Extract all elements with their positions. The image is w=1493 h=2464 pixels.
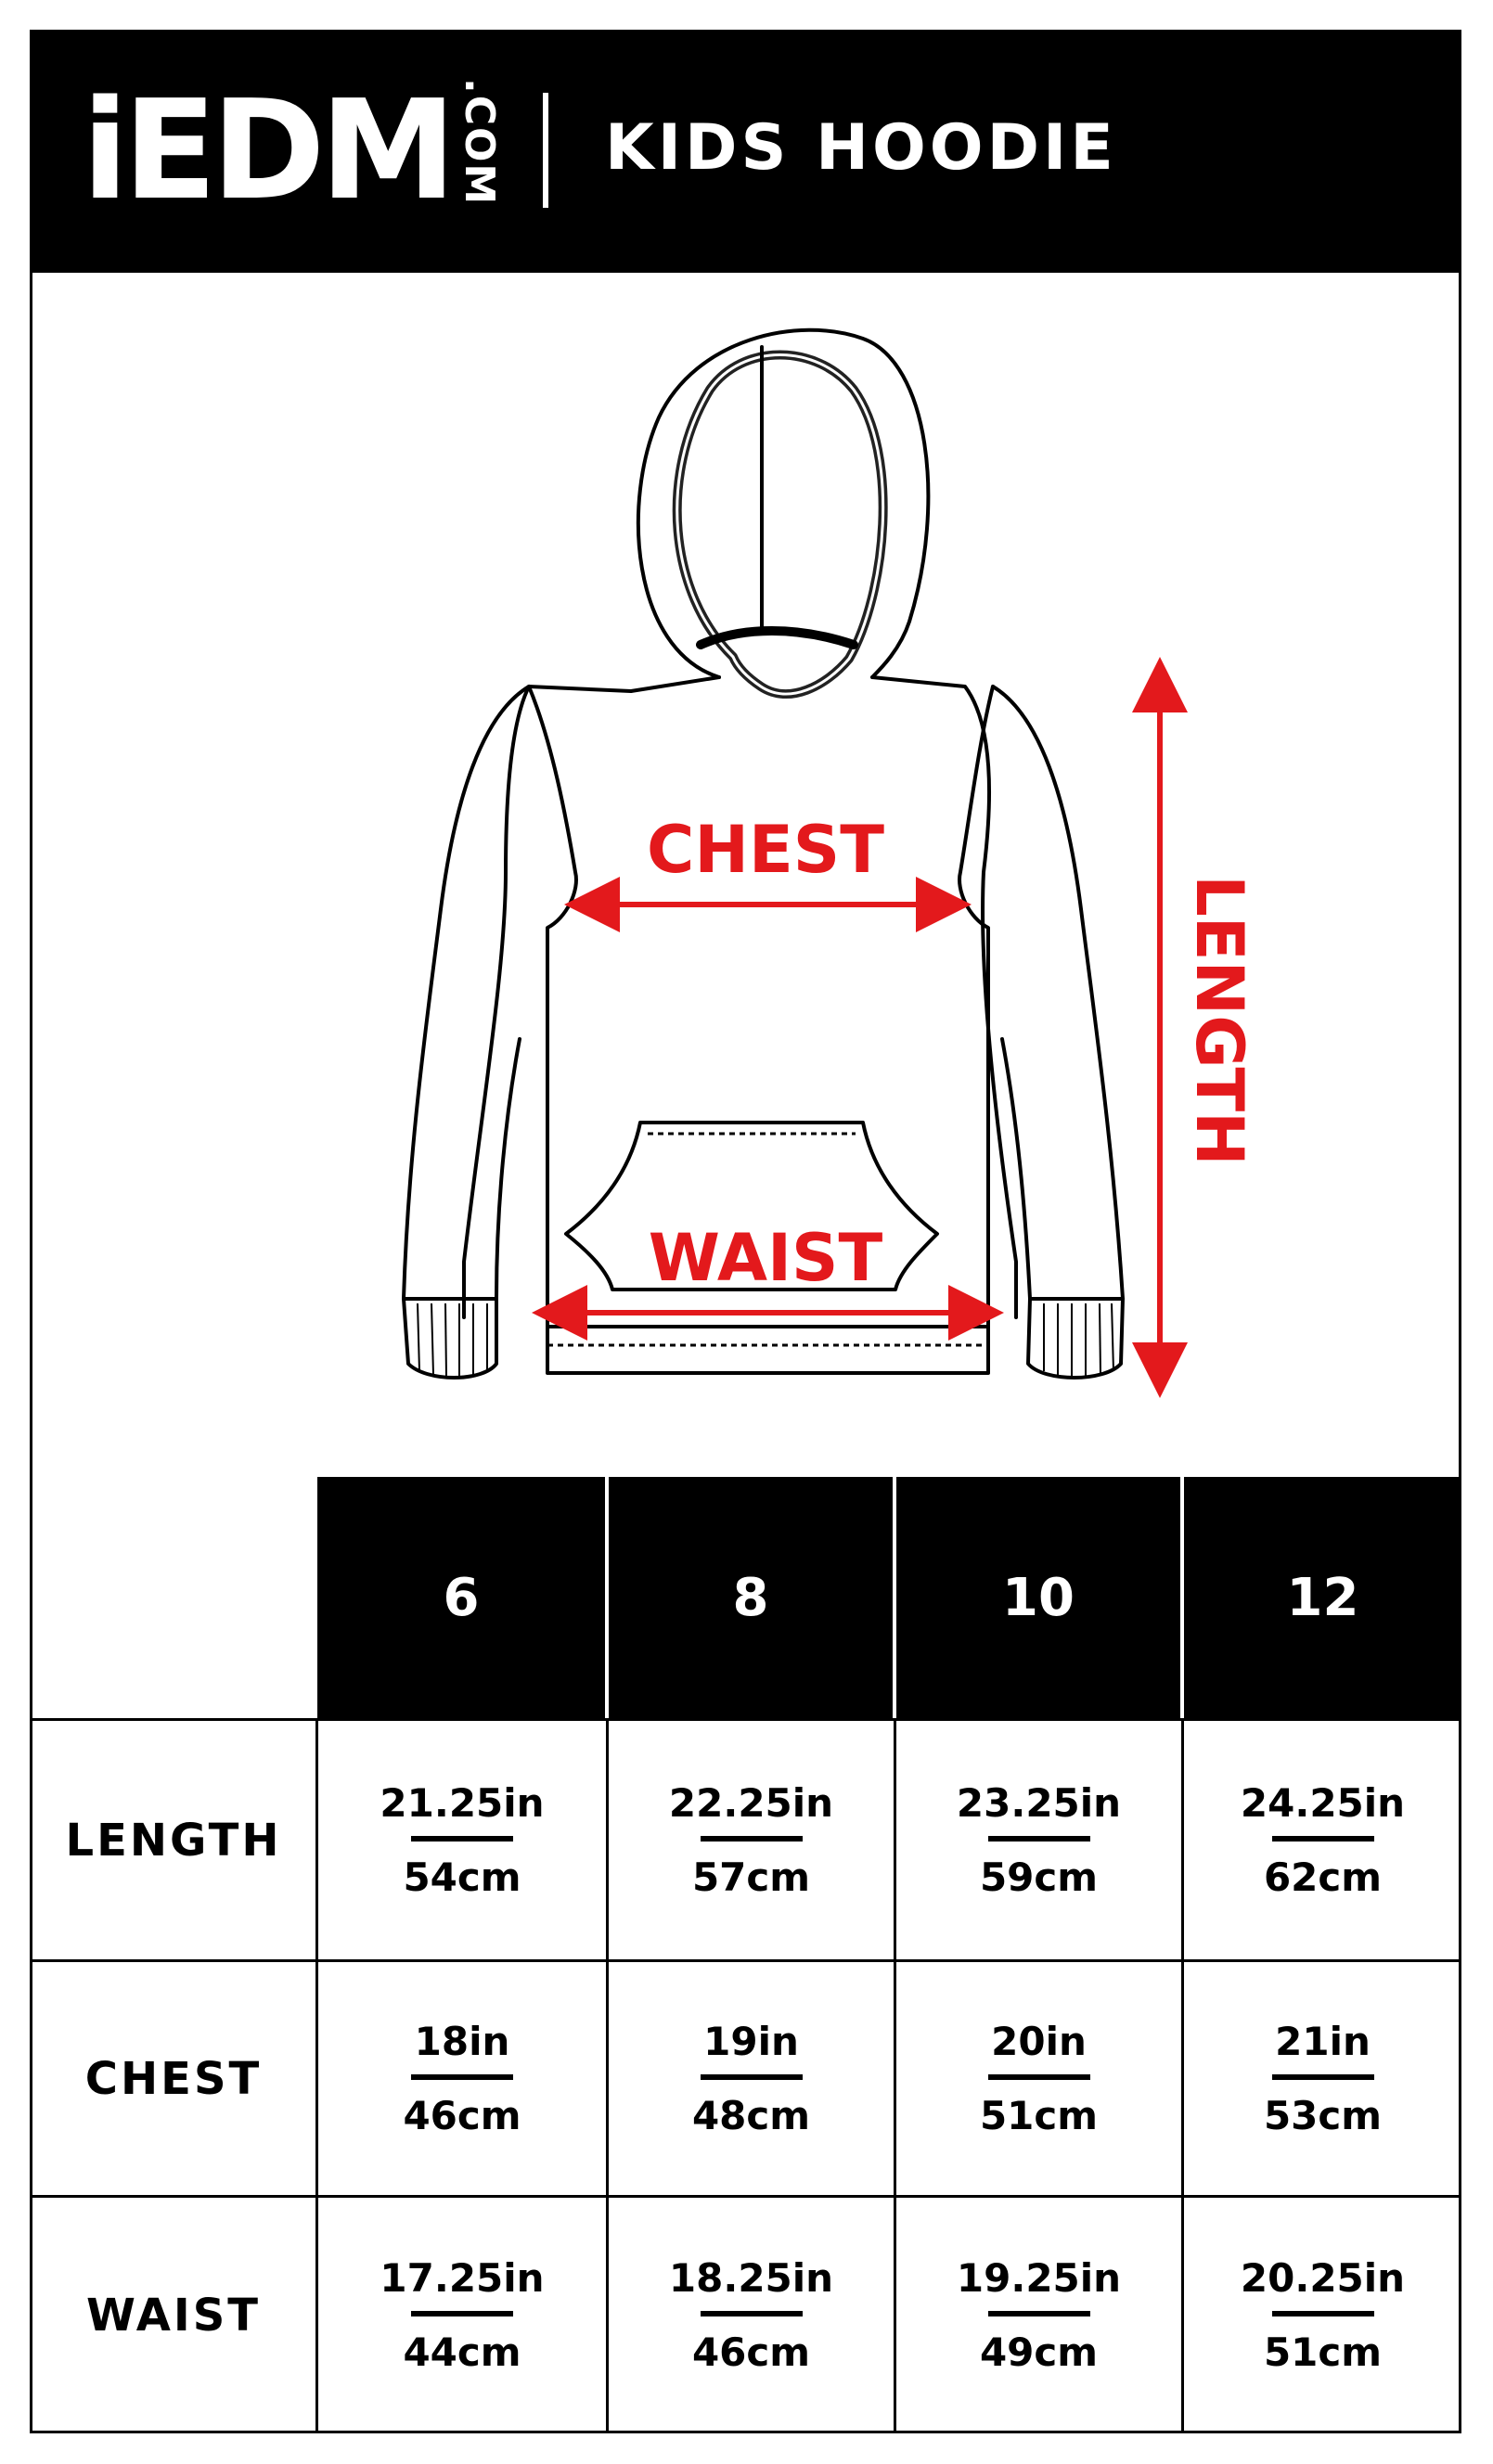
table-cell — [1184, 1962, 1461, 2195]
table-cell — [609, 2198, 894, 2433]
value-cm: 46cm — [403, 2092, 521, 2138]
fraction-bar — [1272, 1836, 1374, 1842]
waist-label: WAIST — [648, 1220, 883, 1296]
value-cm: 62cm — [1263, 1854, 1383, 1900]
value-inches: 22.25in — [668, 1779, 834, 1826]
brand-logo — [82, 71, 503, 230]
size-header-10: 10 — [896, 1477, 1180, 1718]
value-cm: 51cm — [979, 2092, 1099, 2138]
fraction-bar — [1272, 2074, 1374, 2080]
value-cm: 57cm — [691, 1854, 811, 1900]
table-cell — [896, 1721, 1181, 1959]
value-cm: 44cm — [403, 2329, 521, 2375]
table-cell — [318, 2198, 606, 2433]
value-cm: 49cm — [979, 2329, 1099, 2375]
length-label: LENGTH — [1181, 875, 1257, 1166]
value-cm: 53cm — [1263, 2092, 1383, 2138]
chest-label: CHEST — [647, 812, 884, 888]
fraction-bar — [411, 1836, 513, 1842]
size-header-12: 12 — [1184, 1477, 1461, 1718]
value-inches: 21in — [1275, 2018, 1371, 2064]
value-inches: 18in — [414, 2018, 510, 2064]
hoodie-diagram — [353, 315, 1271, 1429]
header-divider — [543, 93, 548, 208]
value-inches: 20.25in — [1240, 2255, 1406, 2301]
fraction-bar — [701, 1836, 803, 1842]
row-label-length: LENGTH — [65, 1814, 282, 1867]
value-inches: 19in — [703, 2018, 799, 2064]
value-inches: 23.25in — [956, 1779, 1122, 1826]
row-label-waist: WAIST — [85, 2290, 262, 2342]
value-inches: 17.25in — [380, 2255, 545, 2301]
table-cell — [318, 1962, 606, 2195]
fraction-bar — [411, 2311, 513, 2316]
value-cm: 59cm — [979, 1854, 1099, 1900]
value-inches: 21.25in — [380, 1779, 545, 1826]
value-cm: 54cm — [403, 1854, 521, 1900]
table-cell — [609, 1721, 894, 1959]
fraction-bar — [701, 2311, 803, 2316]
table-cell — [318, 1721, 606, 1959]
size-header-6: 6 — [317, 1477, 605, 1718]
row-label-chest: CHEST — [84, 2052, 263, 2105]
value-cm: 46cm — [691, 2329, 811, 2375]
value-inches: 24.25in — [1240, 1779, 1406, 1826]
page-title: KIDS HOODIE — [605, 111, 1117, 185]
table-cell — [896, 1962, 1181, 2195]
value-inches: 20in — [991, 2018, 1087, 2064]
logo-text: iEDM — [82, 71, 451, 230]
value-cm: 48cm — [691, 2092, 811, 2138]
value-inches: 18.25in — [668, 2255, 834, 2301]
table-cell — [609, 1962, 894, 2195]
logo-suffix: .COM — [455, 77, 503, 206]
table-cell — [896, 2198, 1181, 2433]
fraction-bar — [988, 2311, 1090, 2316]
fraction-bar — [988, 1836, 1090, 1842]
size-header-8: 8 — [609, 1477, 893, 1718]
value-inches: 19.25in — [956, 2255, 1122, 2301]
fraction-bar — [701, 2074, 803, 2080]
fraction-bar — [988, 2074, 1090, 2080]
fraction-bar — [411, 2074, 513, 2080]
table-cell — [1184, 1721, 1461, 1959]
table-cell — [1184, 2198, 1461, 2433]
fraction-bar — [1272, 2311, 1374, 2316]
value-cm: 51cm — [1263, 2329, 1383, 2375]
